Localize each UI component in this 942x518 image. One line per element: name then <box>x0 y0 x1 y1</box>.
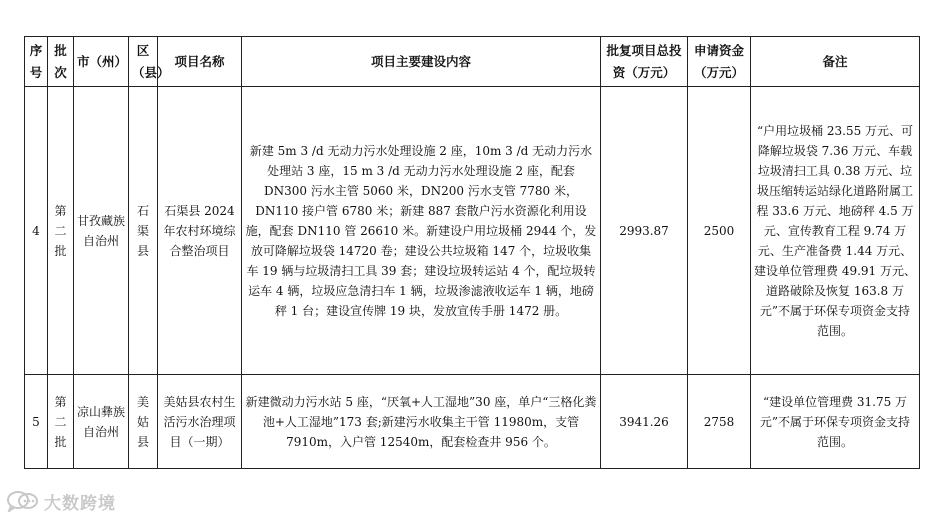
cell-county: 美姑县 <box>129 375 158 469</box>
table-row <box>25 375 920 469</box>
header-batch: 批次 <box>48 37 74 87</box>
watermark <box>6 488 116 514</box>
cell-approved-investment: 2993.87 <box>601 87 688 375</box>
cell-batch: 第二批 <box>48 87 74 375</box>
header-seq: 序号 <box>25 37 48 87</box>
chat-bubble-logo-icon <box>6 490 40 512</box>
cell-batch: 第二批 <box>48 375 74 469</box>
cell-project-name: 美姑县农村生活污水治理项目（一期） <box>158 375 242 469</box>
project-table <box>24 36 920 469</box>
header-city: 市（州） <box>74 37 129 87</box>
header-content: 项目主要建设内容 <box>242 37 601 87</box>
table-row <box>25 87 920 375</box>
cell-project-name: 石渠县 2024 年农村环境综合整治项目 <box>158 87 242 375</box>
cell-requested-funds: 2500 <box>688 87 751 375</box>
cell-approved-investment: 3941.26 <box>601 375 688 469</box>
cell-remarks: “户用垃圾桶 23.55 万元、可降解垃圾袋 7.36 万元、车载垃圾清扫工具 0.38 万元、垃圾压缩转运站绿化道路附属工程 33.6 万元、地磅秤 4.5 万元、宣传教育工程 9.74 万元、生产准备费 1.44 万元、建设单位管理费 49.91 万元、道路破除及恢复 163.8 万元”不属于环保专项资金支持范围。 <box>751 87 920 375</box>
cell-content: 新建 5m 3 /d 无动力污水处理设施 2 座，10m 3 /d 无动力污水处理站 3 座，15 m 3 /d 无动力污水处理设施 2 座，配套 DN300 污水主管 5060 米，DN200 污水支管 7780 米，DN110 接户管 6780 米；新建 887 套散户污水资源化利用设施，配套 DN110 管 26610 米。新建设户用垃圾桶 2944 个，发放可降解垃圾袋 14720 卷；建设公共垃圾箱 147 个，垃圾收集车 19 辆与垃圾清扫工具 39 套；建设垃圾转运站 4 个，配垃圾转运车 4 辆，垃圾应急清扫车 1 辆，垃圾渗滤液收运车 1 辆，地磅秤 1 台；建设宣传牌 19 块，发放宣传手册 1472 册。 <box>242 87 601 375</box>
cell-county: 石渠县 <box>129 87 158 375</box>
cell-city: 甘孜藏族自治州 <box>74 87 129 375</box>
header-requested-funds: 申请资金（万元） <box>688 37 751 87</box>
cell-city: 凉山彝族自治州 <box>74 375 129 469</box>
watermark-text: 大数跨境 <box>44 493 116 514</box>
cell-seq: 5 <box>25 375 48 469</box>
cell-content: 新建微动力污水站 5 座，“厌氧+人工湿地”30 座，单户“三格化粪池+人工湿地”173 套;新建污水收集主干管 11980m，支管 7910m，入户管 12540m，配套检查井 956 个。 <box>242 375 601 469</box>
header-remarks: 备注 <box>751 37 920 87</box>
header-project-name: 项目名称 <box>158 37 242 87</box>
header-row <box>25 37 920 87</box>
header-county: 区（县） <box>129 37 158 87</box>
cell-remarks: “建设单位管理费 31.75 万元”不属于环保专项资金支持范围。 <box>751 375 920 469</box>
cell-seq: 4 <box>25 87 48 375</box>
header-approved-investment: 批复项目总投资（万元） <box>601 37 688 87</box>
cell-requested-funds: 2758 <box>688 375 751 469</box>
